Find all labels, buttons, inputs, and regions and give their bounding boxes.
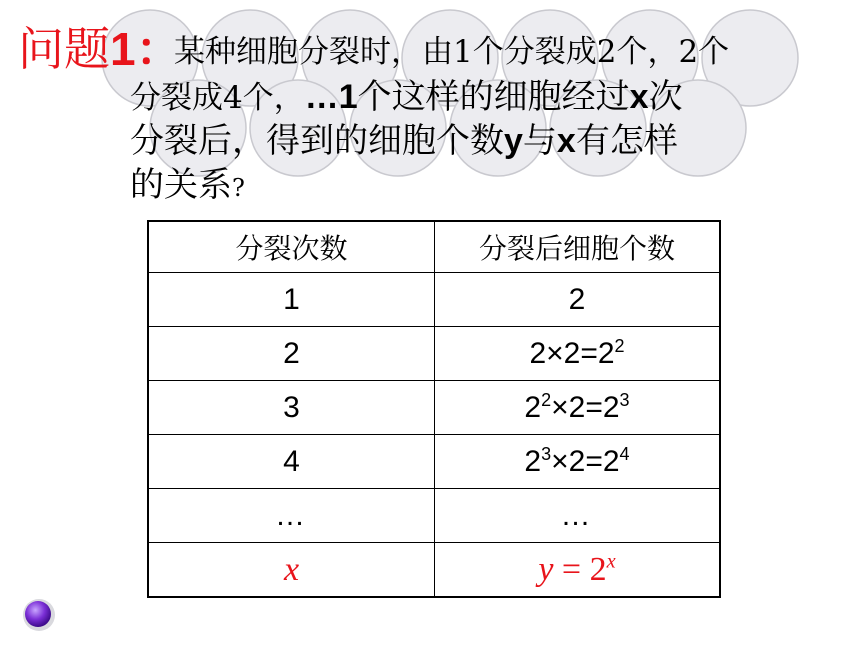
question-line-3-c: 与	[522, 121, 557, 161]
count-expression: 2×2=2	[529, 336, 615, 370]
count-base-exponent: 2	[541, 389, 552, 410]
formula-y-equals-2-pow-x	[538, 551, 615, 588]
table-row	[148, 435, 720, 489]
title-colon: ：	[135, 23, 182, 75]
question-line-4-b: ?	[232, 174, 245, 202]
table-row	[148, 489, 720, 543]
table-row	[148, 381, 720, 435]
question-line-4-a: 的关系	[130, 165, 232, 205]
table-cell-divisions: 4	[148, 435, 435, 489]
table-header-cell-count: 分裂后细胞个数	[435, 221, 721, 273]
question-line-1	[174, 34, 729, 68]
formula-exponent: x	[606, 550, 616, 573]
question-line-3-d: x	[556, 122, 576, 160]
question-line-2-d: x	[629, 78, 649, 116]
count-expression: ×2=2	[551, 444, 620, 478]
question-line-2-c: 个这样的细胞经过	[357, 77, 630, 117]
table-cell-count: 2	[435, 273, 721, 327]
table-cell-divisions: 3	[148, 381, 435, 435]
table-cell-count	[435, 435, 721, 489]
count-base: 2	[524, 444, 542, 478]
question-line-1-text: 某种细胞分裂时，由1个分裂成2个，2个	[174, 34, 730, 70]
title-label: 问题	[18, 22, 110, 76]
title-number: 1	[110, 23, 136, 75]
cell-division-table	[147, 220, 721, 598]
table-cell-divisions: 1	[148, 273, 435, 327]
question-line-3-b: y	[504, 122, 523, 160]
count-exponent: 3	[619, 389, 630, 410]
variable-y: y	[538, 550, 554, 588]
question-line-2	[130, 77, 683, 117]
count-base-exponent: 3	[541, 443, 552, 464]
table-row	[148, 543, 720, 598]
table-cell-count	[435, 381, 721, 435]
question-line-2-e: 次	[648, 77, 683, 117]
table-cell-divisions: 2	[148, 327, 435, 381]
count-exponent: 2	[614, 335, 625, 356]
question-line-3-e: 有怎样	[575, 121, 678, 161]
count-exponent: 4	[619, 443, 630, 464]
table-cell-count: …	[435, 489, 721, 543]
formula-rhs: = 2	[553, 550, 607, 588]
table-cell-divisions: …	[148, 489, 435, 543]
question-line-3	[130, 121, 678, 161]
count-base: 2	[524, 390, 542, 424]
question-title	[18, 22, 182, 76]
question-line-2-a: 分裂成4个，	[130, 80, 305, 116]
purple-sphere-bullet-icon	[22, 598, 56, 632]
table-cell-count	[435, 327, 721, 381]
question-line-4	[130, 165, 245, 205]
table-cell-divisions	[148, 543, 435, 598]
variable-x: x	[283, 550, 300, 588]
question-line-3-a: 分裂后，得到的细胞个数	[130, 121, 504, 161]
count-expression: ×2=2	[551, 390, 620, 424]
table-header-divisions: 分裂次数	[148, 221, 435, 273]
table-header-row	[148, 221, 720, 273]
table-row	[148, 273, 720, 327]
question-line-2-b: …1	[304, 78, 358, 116]
table-row	[148, 327, 720, 381]
table-cell-count	[435, 543, 721, 598]
